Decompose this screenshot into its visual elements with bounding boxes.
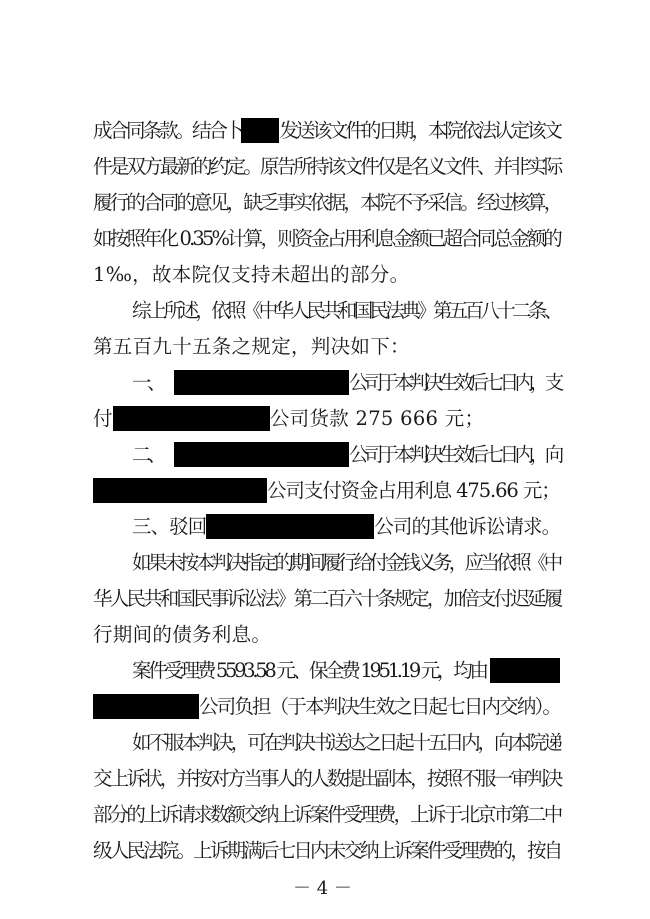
text-segment: 交上诉状，并按对方当事人的人数提出副本，按照不服一审判决 (93, 767, 561, 790)
text-line (93, 583, 560, 615)
text-line (93, 151, 560, 183)
text-segment: 公司支付资金占用利息 475.66 元； (267, 479, 560, 502)
text-line (132, 655, 560, 687)
redaction-block (241, 118, 279, 143)
redaction-block (174, 442, 349, 467)
text-line (132, 367, 560, 399)
text-segment: 卜 (224, 119, 242, 142)
text-segment: 级人民法院。上诉期满后七日内未交纳上诉案件受理费的，按自 (93, 839, 561, 862)
text-line (93, 619, 271, 651)
redaction-block (93, 478, 267, 503)
text-segment: 公司货款 275 666 元； (269, 407, 485, 430)
text-segment: 案件受理费 5593.58 元、保全费 1951.19 元，均由 (132, 659, 486, 682)
text-segment: 第五百九十五条之规定，判决如下： (93, 335, 410, 358)
redaction-block (174, 370, 349, 395)
text-segment: 部分的上诉请求数额交纳上诉案件受理费，上诉于北京市第二中 (93, 803, 561, 826)
text-line (93, 763, 560, 795)
text-segment: 华人民共和国民事诉讼法》第二百六十条规定，加倍支付迟延履 (93, 587, 561, 610)
text-line (93, 115, 560, 147)
text-line (132, 439, 560, 471)
text-line (93, 691, 560, 723)
text-segment: 件是双方最新的约定。原告所持该文件仅是名义文件、并非实际 (93, 155, 561, 178)
text-segment: 公司的其他诉讼请求。 (374, 515, 561, 538)
text-segment: 一、 (132, 371, 163, 394)
text-segment: 如果未按本判决指定的期间履行给付金钱义务，应当依照《中 (132, 551, 560, 574)
text-line (132, 547, 560, 579)
text-segment: 行期间的债务利息。 (93, 623, 272, 646)
text-line (93, 403, 484, 435)
redaction-block (93, 694, 199, 719)
text-line (93, 799, 560, 831)
text-segment: 成合同条款。结合 (93, 119, 225, 142)
redaction-block (113, 406, 270, 431)
text-line (93, 223, 560, 255)
text-segment: 综上所述，依照《中华人民共和国民法典》第五百八十二条、 (132, 299, 560, 322)
text-line (132, 295, 560, 327)
text-segment: 三、驳回 (132, 515, 207, 538)
text-line (93, 475, 560, 507)
text-segment: 公司于本判决生效后七日内，支 (349, 371, 560, 394)
text-line (132, 511, 560, 543)
text-segment: 付 (93, 407, 113, 430)
text-segment: 二、 (132, 443, 163, 466)
text-line (132, 727, 560, 759)
text-segment: 如按照年化 0.35%计算，则资金占用利息金额已超合同总金额的 (93, 227, 560, 250)
text-segment: 1‰，故本院仅支持未超出的部分。 (93, 263, 410, 286)
text-line (93, 187, 560, 219)
text-line (93, 331, 410, 363)
text-segment: 发送该文件的日期，本院依法认定该文 (279, 119, 560, 142)
page-number: － 4 － (293, 878, 352, 899)
text-segment: 如不服本判决，可在判决书送达之日起十五日内，向本院递 (132, 731, 560, 754)
text-line (93, 835, 560, 867)
text-segment: 履行的合同的意见，缺乏事实依据，本院不予采信。经过核算， (93, 191, 561, 214)
text-segment: 公司负担（于本判决生效之日起七日内交纳）。 (199, 695, 561, 718)
text-segment: 公司于本判决生效后七日内，向 (349, 443, 560, 466)
redaction-block (206, 514, 374, 539)
text-line (93, 259, 409, 291)
redaction-block (490, 658, 560, 683)
